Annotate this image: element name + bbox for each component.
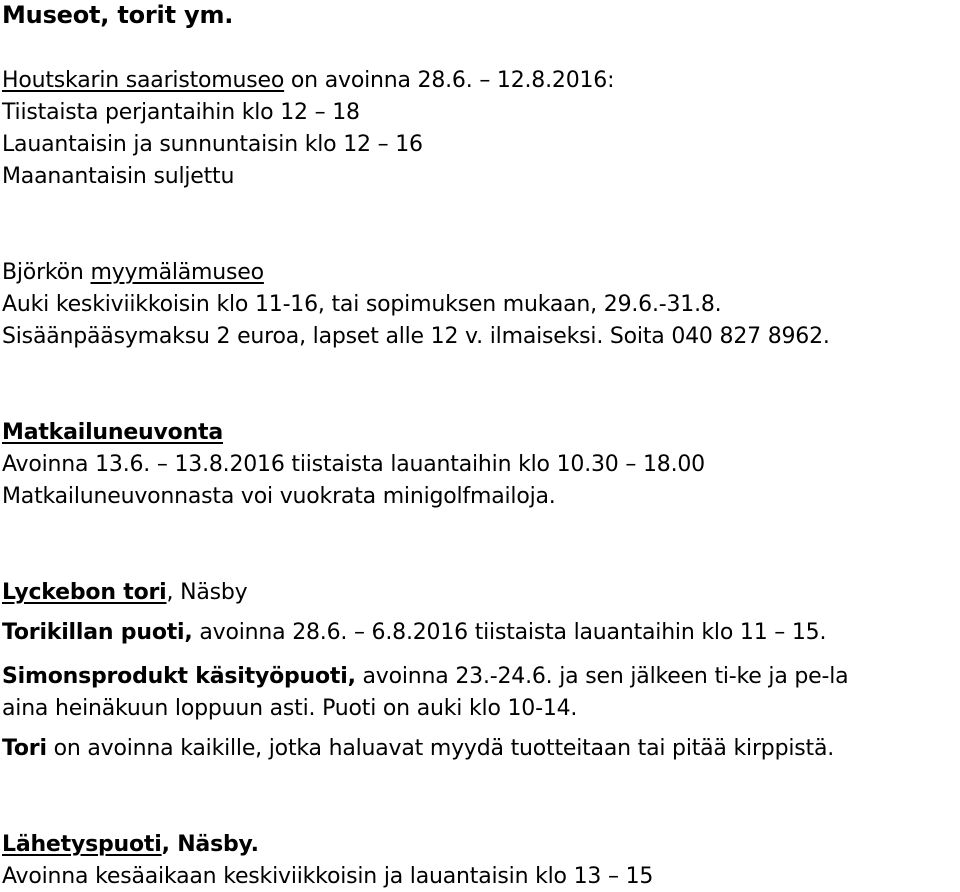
tori-word: Tori (2, 736, 47, 761)
houtskari-heading (2, 66, 614, 96)
lahetyspuoti-link[interactable]: Lähetyspuoti (2, 832, 162, 857)
simons-line-2: aina heinäkuun loppuun asti. Puoti on auki klo 10-14. (2, 696, 578, 721)
tori-location: , Näsby (166, 580, 248, 605)
bjorko-heading (2, 258, 264, 288)
torikillan-name: Torikillan puoti, (2, 620, 193, 645)
bjorko-fee: Sisäänpääsymaksu 2 euroa, lapset alle 12 v. ilmaiseksi. Soita 040 827 8962. (2, 324, 830, 349)
tori-info-line (2, 734, 834, 764)
matkailu-link[interactable]: Matkailuneuvonta (2, 420, 224, 445)
torikillan-text: avoinna 28.6. – 6.8.2016 tiistaista lauantaihin klo 11 – 15. (192, 620, 827, 645)
houtskari-museum-link[interactable]: Houtskarin saaristomuseo (2, 68, 285, 93)
tori-info-text: on avoinna kaikille, jotka haluavat myydä tuotteitaan tai pitää kirppistä. (46, 736, 835, 761)
simons-line (2, 662, 848, 692)
matkailu-hours: Avoinna 13.6. – 13.8.2016 tiistaista lauantaihin klo 10.30 – 18.00 (2, 452, 705, 477)
matkailu-heading (2, 418, 223, 448)
tori-heading (2, 578, 247, 608)
lahetys-hours: Avoinna kesäaikaan keskiviikkoisin ja lauantaisin klo 13 – 15 (2, 864, 654, 889)
bjorko-museum-link[interactable]: myymälämuseo (90, 260, 264, 285)
lyckebo-tori-link[interactable]: Lyckebon tori (2, 580, 167, 605)
simons-text: avoinna 23.-24.6. ja sen jälkeen ti-ke ja pe-la (355, 664, 849, 689)
houtskari-hours-monday: Maanantaisin suljettu (2, 164, 235, 189)
lahetys-location: , Näsby. (161, 832, 259, 857)
simons-name: Simonsprodukt käsityöpuoti, (2, 664, 356, 689)
houtskari-hours-weekend: Lauantaisin ja sunnuntaisin klo 12 – 16 (2, 132, 423, 157)
lahetys-heading (2, 830, 259, 860)
bjorko-hours: Auki keskiviikkoisin klo 11-16, tai sopimuksen mukaan, 29.6.-31.8. (2, 292, 722, 317)
matkailu-minigolf: Matkailuneuvonnasta voi vuokrata minigolfmailoja. (2, 484, 556, 509)
torikillan-line (2, 618, 826, 648)
page-title: Museot, torit ym. (2, 1, 234, 29)
houtskari-hours-weekdays: Tiistaista perjantaihin klo 12 – 18 (2, 100, 360, 125)
houtskari-opening-text: on avoinna 28.6. – 12.8.2016: (284, 68, 615, 93)
bjorko-prefix: Björkön (2, 260, 91, 285)
